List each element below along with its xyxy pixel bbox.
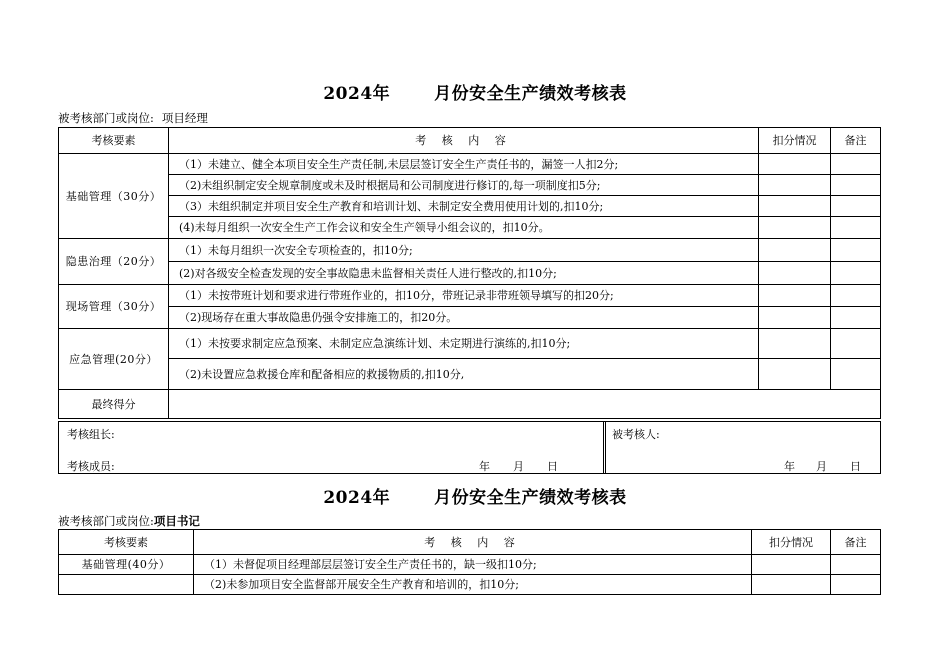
form1-dept-label: 被考核部门或岗位:	[58, 111, 154, 125]
form2-category-basic: 基础管理(40分）	[59, 555, 194, 575]
form1-leader-label: 考核组长:	[67, 428, 115, 441]
remarks-cell[interactable]	[831, 575, 881, 595]
table-row	[59, 154, 881, 175]
remarks-cell[interactable]	[831, 329, 881, 359]
remarks-cell[interactable]	[831, 175, 881, 196]
table-row	[59, 196, 881, 217]
form1-title	[0, 79, 950, 104]
remarks-cell[interactable]	[831, 555, 881, 575]
form1-table	[58, 127, 881, 419]
form2-title-text: 月份安全生产绩效考核表	[434, 488, 627, 508]
form1-item: （1）未建立、健全本项目安全生产责任制,未层层签订安全生产责任书的，漏签一人扣2分;	[169, 154, 759, 175]
form1-header-factor: 考核要素	[59, 128, 169, 154]
form1-header-row	[59, 128, 881, 154]
deduction-cell[interactable]	[759, 359, 831, 390]
table-row	[59, 239, 881, 262]
form2-header-row	[59, 530, 881, 555]
form1-header-remarks: 备注	[831, 128, 881, 154]
form2-category-empty	[59, 575, 194, 595]
form1-category-emergency: 应急管理(20分）	[59, 329, 169, 390]
form2-table	[58, 529, 881, 595]
form2-item: （1）未督促项目经理部层层签订安全生产责任书的，缺一级扣10分;	[194, 555, 752, 575]
table-row	[59, 329, 881, 359]
remarks-cell[interactable]	[831, 196, 881, 217]
form1-sign-left	[58, 421, 606, 474]
table-row	[59, 307, 881, 329]
form1-assessee-label: 被考核人:	[612, 428, 660, 441]
remarks-cell[interactable]	[831, 285, 881, 307]
deduction-cell[interactable]	[759, 239, 831, 262]
form1-title-text: 月份安全生产绩效考核表	[434, 84, 627, 104]
form1-item: (2)对各级安全检查发现的安全事故隐患未监督相关责任人进行整改的,扣10分;	[169, 262, 759, 285]
form1-header-deduction: 扣分情况	[759, 128, 831, 154]
form2-header-content: 考 核 内 容	[194, 530, 752, 555]
form1-final-label: 最终得分	[59, 390, 169, 419]
form1-category-hazard: 隐患治理（20分）	[59, 239, 169, 285]
table-row	[59, 262, 881, 285]
form2-dept-value: 项目书记	[153, 514, 200, 528]
form1-left-day: 日	[547, 460, 558, 473]
remarks-cell[interactable]	[831, 262, 881, 285]
deduction-cell[interactable]	[759, 175, 831, 196]
deduction-cell[interactable]	[759, 307, 831, 329]
form1-item: （2)现场存在重大事故隐患仍强令安排施工的，扣20分。	[169, 307, 759, 329]
table-row	[59, 359, 881, 390]
deduction-cell[interactable]	[759, 196, 831, 217]
form1-dept-value: 项目经理	[161, 111, 208, 125]
form1-right-year: 年	[784, 460, 795, 473]
final-score-cell[interactable]	[169, 390, 881, 419]
remarks-cell[interactable]	[831, 359, 881, 390]
deduction-cell[interactable]	[759, 154, 831, 175]
form1-item: （1）未按要求制定应急预案、未制定应急演练计划、未定期进行演练的,扣10分;	[169, 329, 759, 359]
deduction-cell[interactable]	[759, 217, 831, 239]
form1-item: （3）未组织制定并项目安全生产教育和培训计划、未制定安全费用使用计划的,扣10分;	[169, 196, 759, 217]
deduction-cell[interactable]	[759, 262, 831, 285]
form2-title-year: 2024年	[323, 488, 391, 508]
form1-left-month: 月	[513, 460, 524, 473]
deduction-cell[interactable]	[759, 285, 831, 307]
table-row	[59, 175, 881, 196]
remarks-cell[interactable]	[831, 307, 881, 329]
remarks-cell[interactable]	[831, 154, 881, 175]
form1-category-site: 现场管理（30分）	[59, 285, 169, 329]
form2-dept-line	[58, 513, 200, 529]
form1-item: （2)未设置应急救援仓库和配备相应的救援物质的,扣10分,	[169, 359, 759, 390]
form1-item: (4)未每月组织一次安全生产工作会议和安全生产领导小组会议的，扣10分。	[169, 217, 759, 239]
form1-item: （2)未组织制定安全规章制度或未及时根据局和公司制度进行修订的,每一项制度扣5分;	[169, 175, 759, 196]
form1-left-year: 年	[479, 460, 490, 473]
deduction-cell[interactable]	[759, 329, 831, 359]
form1-member-label: 考核成员:	[67, 460, 115, 473]
form1-item: （1）未按带班计划和要求进行带班作业的，扣10分，带班记录非带班领导填写的扣20分;	[169, 285, 759, 307]
table-row	[59, 285, 881, 307]
form2-title	[0, 483, 950, 508]
table-row	[59, 217, 881, 239]
form2-header-remarks: 备注	[831, 530, 881, 555]
form2-header-factor: 考核要素	[59, 530, 194, 555]
form1-final-row	[59, 390, 881, 419]
form2-dept-label: 被考核部门或岗位:	[58, 514, 154, 528]
form1-right-day: 日	[850, 460, 861, 473]
form1-sign-right	[603, 421, 881, 474]
form1-right-month: 月	[816, 460, 827, 473]
deduction-cell[interactable]	[752, 555, 831, 575]
form1-item: （1）未每月组织一次安全专项检查的，扣10分;	[169, 239, 759, 262]
table-row	[59, 575, 881, 595]
deduction-cell[interactable]	[752, 575, 831, 595]
form1-category-basic: 基础管理（30分）	[59, 154, 169, 239]
form2-item: （2)未参加项目安全监督部开展安全生产教育和培训的，扣10分;	[194, 575, 752, 595]
form1-header-content: 考 核 内 容	[169, 128, 759, 154]
form2-header-deduction: 扣分情况	[752, 530, 831, 555]
form1-title-year: 2024年	[323, 84, 391, 104]
remarks-cell[interactable]	[831, 239, 881, 262]
form1-dept-line	[58, 110, 208, 126]
table-row	[59, 555, 881, 575]
remarks-cell[interactable]	[831, 217, 881, 239]
